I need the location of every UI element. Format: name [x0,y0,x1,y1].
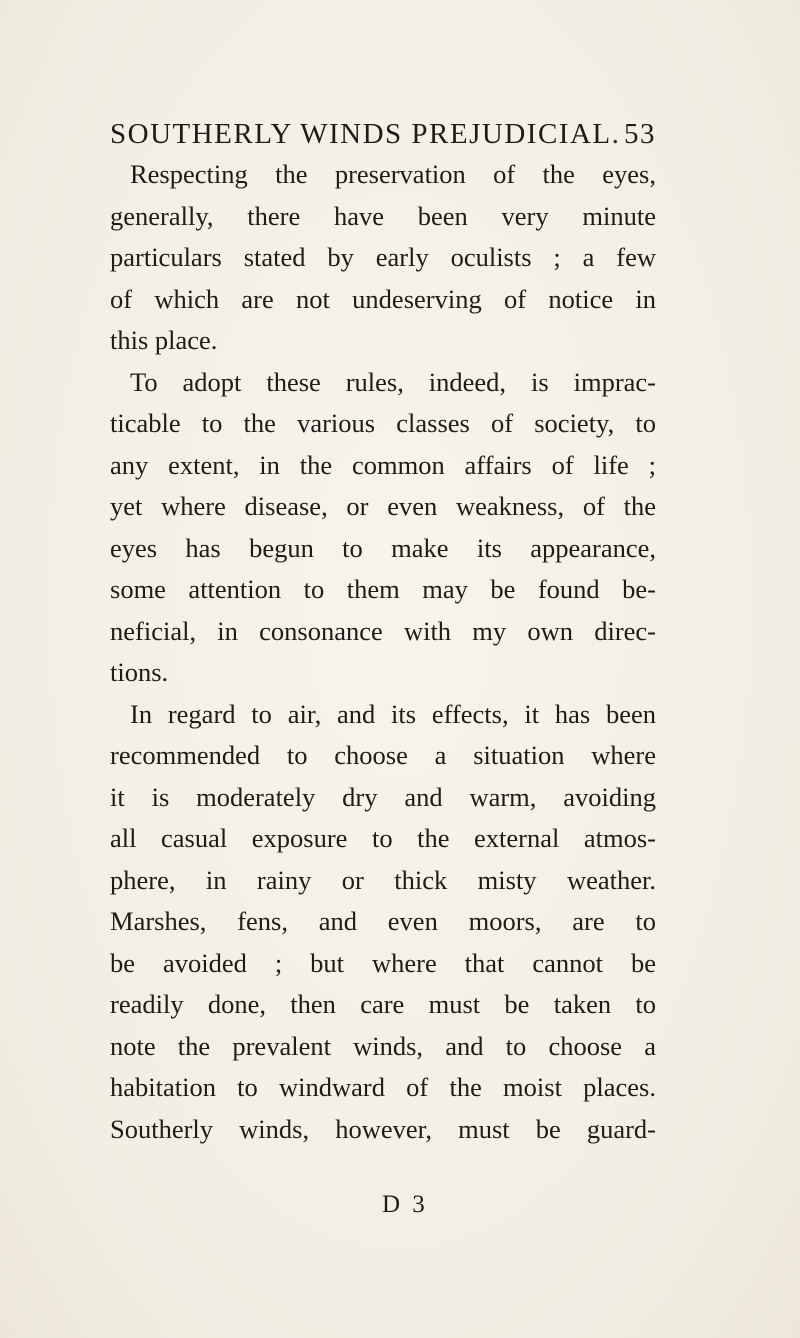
text-line: To adopt these rules, indeed, is imprac- [130,366,656,397]
signature-mark: D 3 [382,1191,428,1218]
text-line: Marshes, fens, and even moors, are to [110,906,656,936]
text-line: all casual exposure to the external atmos- [110,823,656,853]
text-line: ticable to the various classes of society, to [110,408,656,438]
running-head [110,118,656,158]
page-number: 53 [624,118,656,150]
text-line: In regard to air, and its effects, it has been [130,698,656,729]
text-line: phere, in rainy or thick misty weather. [110,864,656,895]
text-line: habitation to windward of the moist places. [110,1072,656,1102]
text-line: any extent, in the common affairs of life ; [110,449,656,480]
text-line: it is moderately dry and warm, avoiding [110,781,656,812]
running-title: SOUTHERLY WINDS PREJUDICIAL. [110,118,621,150]
text-line: note the prevalent winds, and to choose a [110,1030,656,1061]
text-line: Southerly winds, however, must be guard- [110,1113,656,1144]
text-line: readily done, then care must be taken to [110,989,656,1019]
text-line: tions. [110,657,169,687]
body-text [110,154,656,1150]
text-line: of which are not undeserving of notice in [110,283,656,314]
text-line: recommended to choose a situation where [110,740,656,770]
text-line: Respecting the preservation of the eyes, [130,159,656,189]
text-line: eyes has begun to make its appearance, [110,532,656,563]
text-line: yet where disease, or even weakness, of the [110,491,656,521]
text-line: generally, there have been very minute [110,200,656,231]
text-line: be avoided ; but where that cannot be [110,947,656,978]
text-line: particulars stated by early oculists ; a few [110,242,656,272]
text-line: neficial, in consonance with my own direc- [110,615,656,646]
text-line: this place. [110,325,218,355]
text-line: some attention to them may be found be- [110,574,656,604]
